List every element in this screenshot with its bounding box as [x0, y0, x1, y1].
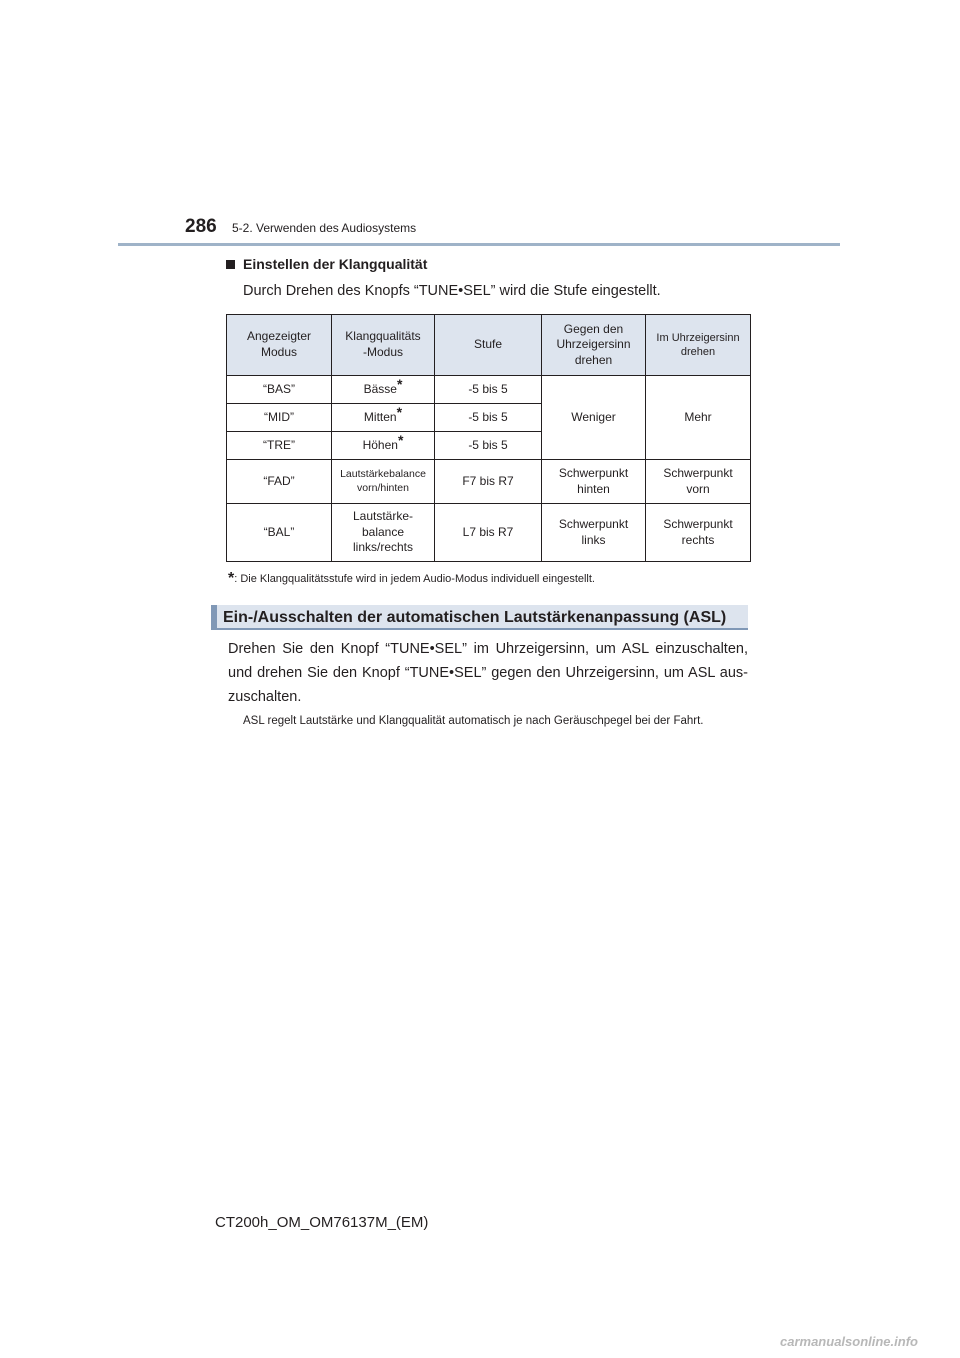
- footnote-marker: *: [396, 403, 403, 420]
- cell-mode: “MID”: [227, 404, 332, 432]
- cell-quality: Mitten*: [332, 404, 435, 432]
- cell-cw: Schwerpunkt rechts: [646, 504, 751, 562]
- cell-level: L7 bis R7: [435, 504, 542, 562]
- footnote-marker: *: [228, 570, 235, 587]
- section-title: 5-2. Verwenden des Audiosystems: [232, 221, 417, 235]
- header-cell-ccw: Gegen den Uhrzeigersinn drehen: [542, 315, 646, 376]
- cell-ccw-merged: Weniger: [542, 376, 646, 460]
- cell-cw-merged: Mehr: [646, 376, 751, 460]
- cell-ccw: Schwerpunkt hinten: [542, 460, 646, 504]
- header-cell-quality: Klangqualitäts -Modus: [332, 315, 435, 376]
- square-bullet-icon: [226, 260, 235, 269]
- footnote-text: : Die Klangqualitätsstufe wird in jedem Audio-Modus individuell eingestellt.: [234, 573, 595, 585]
- sound-settings-table: [226, 314, 751, 562]
- intro-text: Durch Drehen des Knopfs “TUNE•SEL” wird die Stufe eingestellt.: [243, 283, 661, 299]
- document-code: CT200h_OM_OM76137M_(EM): [215, 1214, 429, 1231]
- cell-ccw: Schwerpunkt links: [542, 504, 646, 562]
- cell-cw: Schwerpunkt vorn: [646, 460, 751, 504]
- cell-quality: Lautstärkebalance vorn/hinten: [332, 460, 435, 504]
- subheading-text: Einstellen der Klangqualität: [243, 256, 428, 272]
- cell-mode: “BAL”: [227, 504, 332, 562]
- page-number: 286: [185, 216, 217, 237]
- table-row: [227, 460, 751, 504]
- asl-heading: Ein-/Ausschalten der automatischen Lautstärkenanpassung (ASL): [211, 605, 748, 630]
- table-header-row: [227, 315, 751, 376]
- cell-level: -5 bis 5: [435, 432, 542, 460]
- table-footnote: [228, 570, 595, 588]
- cell-level: -5 bis 5: [435, 376, 542, 404]
- header-divider: [118, 243, 840, 246]
- footnote-marker: *: [396, 375, 403, 392]
- cell-mode: “BAS”: [227, 376, 332, 404]
- subheading: [226, 256, 427, 272]
- cell-mode: “FAD”: [227, 460, 332, 504]
- header-cell-level: Stufe: [435, 315, 542, 376]
- footnote-marker: *: [397, 431, 404, 448]
- cell-mode: “TRE”: [227, 432, 332, 460]
- header-cell-cw: Im Uhrzeigersinn drehen: [646, 315, 751, 376]
- header-cell-mode: Angezeigter Modus: [227, 315, 332, 376]
- watermark: carmanualsonline.info: [780, 1334, 918, 1349]
- asl-body-text: Drehen Sie den Knopf “TUNE•SEL” im Uhrzeigersinn, um ASL einzuschalten, und drehen Sie den Knopf “TUNE•SEL” gegen den Uhrzeigersinn, um ASL aus-zuschalten.: [228, 641, 748, 705]
- cell-level: -5 bis 5: [435, 404, 542, 432]
- cell-quality: Lautstärke- balance links/rechts: [332, 504, 435, 562]
- cell-quality: Höhen*: [332, 432, 435, 460]
- asl-note-text: ASL regelt Lautstärke und Klangqualität automatisch je nach Geräuschpegel bei der Fahrt.: [243, 715, 704, 727]
- cell-quality: Bässe*: [332, 376, 435, 404]
- cell-level: F7 bis R7: [435, 460, 542, 504]
- table-row: [227, 376, 751, 404]
- table-row: [227, 504, 751, 562]
